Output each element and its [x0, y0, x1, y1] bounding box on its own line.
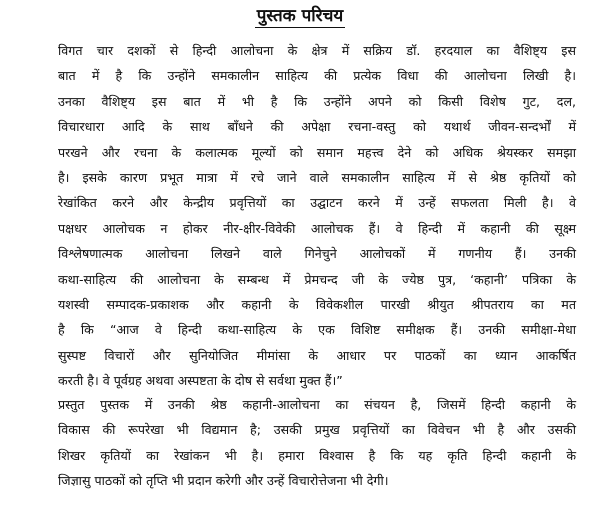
text-line: विचारधारा आदि के साथ बाँधने की अपेक्षा रचना-वस्तु को यथार्थ जीवन-सन्दर्भों में — [58, 119, 576, 135]
text-line: जिज्ञासु पाठकों को तृप्ति भी प्रदान करेगी और उन्हें विचारोत्तेजना भी देगी। — [58, 473, 389, 489]
page-title — [0, 5, 600, 27]
text-line: विश्लेषणात्मक आलोचना लिखने वाले गिनेचुने आलोचकों में गणनीय हैं। उनकी — [58, 246, 576, 262]
page-title-text: पुस्तक परिचय — [256, 6, 344, 26]
text-line: यशस्वी सम्पादक-प्रकाशक और कहानी के विवेकशील पारखी श्रीयुत श्रीपतराय का मत — [58, 296, 576, 312]
text-line: विकास की रूपरेखा भी विद्यमान है; उसकी प्रमुख प्रवृत्तियों का विवेचन भी है और उसकी — [58, 422, 576, 438]
text-line: है कि “आज वे हिन्दी कथा-साहित्य के एक विशिष्ट समीक्षक हैं। उनकी समीक्षा-मेधा — [58, 322, 576, 338]
text-line: पक्षधर आलोचक न होकर नीर-क्षीर-विवेकी आलोचक हैं। वे हिन्दी में कहानी की सूक्ष्म — [58, 220, 576, 236]
text-line: उनका वैशिष्ट्य इस बात में भी है कि उन्होंने अपने को किसी विशेष गुट, दल, — [58, 93, 576, 109]
text-line: प्रस्तुत पुस्तक में उनकी श्रेष्ठ कहानी-आलोचना का संचयन है, जिसमें हिन्दी कहानी के — [58, 397, 576, 412]
text-line: विगत चार दशकों से हिन्दी आलोचना के क्षेत्र में सक्रिय डॉ. हरदयाल का वैशिष्ट्य इस — [58, 43, 576, 58]
text-line: परखने और रचना के कलात्मक मूल्यों को समान महत्त्व देने को अधिक श्रेयस्कर समझा — [58, 144, 576, 160]
text-line: कथा-साहित्य की आलोचना के सम्बन्ध में प्रेमचन्द जी के ज्येष्ठ पुत्र, ‘कहानी’ पत्रिका के — [58, 271, 576, 287]
text-line: रेखांकित करने और केन्द्रीय प्रवृत्तियों का उद्घाटन करने में उन्हें सफलता मिली है। वे — [58, 195, 576, 211]
paragraph-author-intro — [58, 38, 576, 393]
text-line: सुस्पष्ट विचारों और सुनियोजित मीमांसा के आधार पर पाठकों का ध्यान आकर्षित — [58, 347, 576, 363]
text-line: शिखर कृतियों का रेखांकन भी है। हमारा विश्वास है कि यह कृति हिन्दी कहानी के — [58, 447, 576, 463]
text-line: बात में है कि उन्होंने समकालीन साहित्य की प्रत्येक विधा की आलोचना लिखी है। — [58, 68, 576, 84]
text-line: करती है। वे पूर्वग्रह अथवा अस्पष्टता के दोष से सर्वथा मुक्त हैं।” — [58, 373, 343, 389]
paragraph-book-summary — [58, 392, 576, 494]
text-line: है। इसके कारण प्रभूत मात्रा में रचे जाने वाले समकालीन साहित्य में से श्रेष्ठ कृतियों को — [58, 169, 576, 185]
